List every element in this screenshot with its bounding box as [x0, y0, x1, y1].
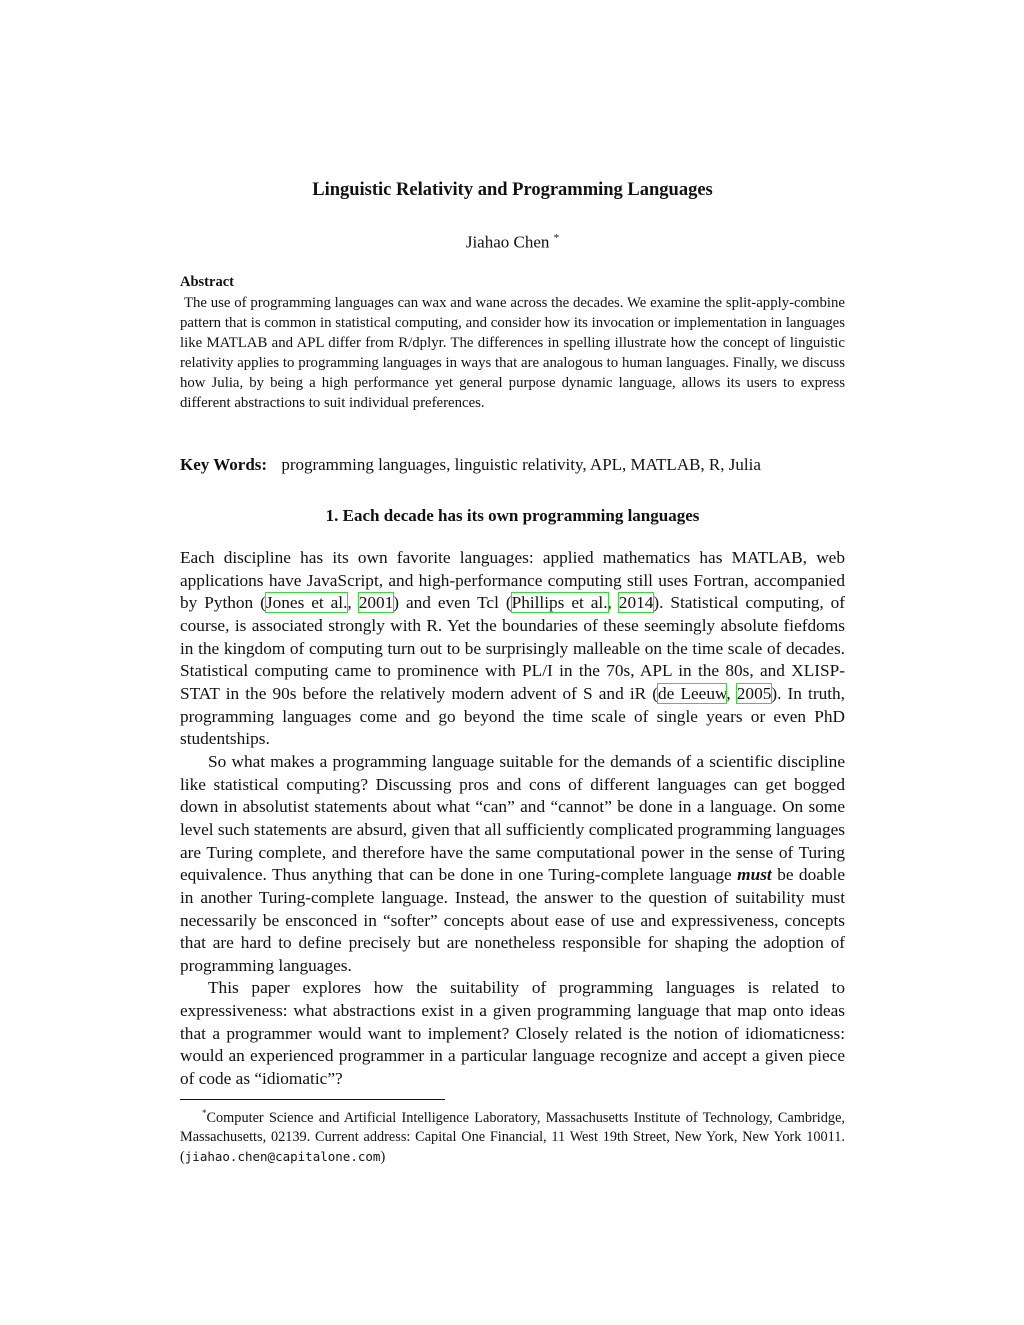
paragraph-2 [180, 751, 845, 978]
author-line [180, 232, 845, 253]
citation-jones-year[interactable]: 2001 [358, 593, 394, 613]
p1-sep-3: , [726, 683, 737, 703]
citation-phillips-year[interactable]: 2014 [618, 593, 654, 613]
footnote-mark: * [202, 1108, 207, 1118]
footnote-text: Computer Science and Artificial Intelligence Laboratory, Massachusetts Institute of Technology, Cambridge, Massachusetts, 02139. Current address: Capital One Financial, 11 West 19th Street, New York, New York 10011. ( [180, 1109, 845, 1165]
citation-phillips-author[interactable]: Phillips et al. [511, 593, 608, 613]
footnote-email[interactable]: jiahao.chen@capitalone.com [184, 1148, 381, 1164]
author-name: Jiahao Chen [465, 232, 550, 252]
footnote [180, 1104, 845, 1167]
p1-text-a: Each discipline has its own favorite languages: applied mathematics has MATLAB, web applications have JavaScript, and high-performance computing still uses Fortran, accompanied by Python ( [180, 548, 845, 613]
citation-deleeuw-year[interactable]: 2005 [736, 683, 772, 703]
abstract-heading: Abstract [180, 274, 234, 290]
keywords-line [180, 455, 845, 475]
citation-jones-author[interactable]: Jones et al. [265, 593, 348, 613]
p1-sep-2: , [607, 593, 619, 613]
p1-text-b: ) and even Tcl ( [393, 593, 512, 613]
paragraph-1 [180, 547, 845, 751]
paper-title: Linguistic Relativity and Programming Languages [312, 180, 713, 200]
p2-emphasis: must [737, 865, 772, 885]
section-body [180, 547, 845, 1091]
keywords-label: Key Words: [180, 455, 268, 474]
paragraph-3: This paper explores how the suitability of programming languages is related to expressiveness: what abstractions exist in a given programming language that map onto ideas that a programmer would want to implement? Closely related is the notion of idiomaticness: would an experienced programmer in a particular language recognize and accept a given piece of code as “idiomatic”? [180, 978, 845, 1089]
section-heading: 1. Each decade has its own programming languages [325, 506, 700, 525]
keywords-list: programming languages, linguistic relativity, APL, MATLAB, R, Julia [281, 455, 761, 474]
p2-text-b: be doable in another Turing-complete language. Instead, the answer to the question of suitability must necessarily be ensconced in “softer” concepts about ease of use and expressiveness, concepts that are hard to define precisely but are nonetheless responsible for shaping the adoption of programming languages. [180, 865, 846, 975]
footnote-close: ) [380, 1148, 386, 1165]
footnote-rule [180, 1099, 445, 1100]
p1-text-d: ). In truth, programming languages come and go beyond the time scale of single years or even PhD studentships. [180, 683, 846, 749]
citation-deleeuw-author[interactable]: de Leeuw [658, 683, 727, 703]
p1-sep-1: , [347, 593, 359, 613]
abstract-text: The use of programming languages can wax and wane across the decades. We examine the split-apply-combine pattern that is common in statistical computing, and consider how its invocation or implementation in languages like MATLAB and APL differ from R/dplyr. The differences in spelling illustrate how the concept of linguistic relativity applies to programming languages in ways that are analogous to human languages. Finally, we discuss how Julia, by being a high performance yet general purpose dynamic language, allows its users to express different abstractions to suit individual preferences. [180, 295, 845, 411]
author-footnote-mark[interactable]: * [553, 232, 560, 244]
p2-text-a: So what makes a programming language suitable for the demands of a scientific discipline like statistical computing? Discussing pros and cons of different languages can get bogged down in absolutist statements about what “can” and “cannot” be done in a language. On some level such statements are absurd, given that all sufficiently complicated programming languages are Turing complete, and therefore have the same computational power in the sense of Turing equivalence. Thus anything that can be done in one Turing-complete language [180, 751, 845, 885]
p1-text-c: ). Statistical computing, of course, is associated strongly with R. Yet the boundaries of these seemingly absolute fiefdoms in the kingdom of computing turn out to be surprisingly malleable on the time scale of decades. Statistical computing came to prominence with PL/I in the 70s, APL in the 80s, and XLISP-STAT in the 90s before the relatively modern advent of S and iR ( [180, 593, 846, 703]
